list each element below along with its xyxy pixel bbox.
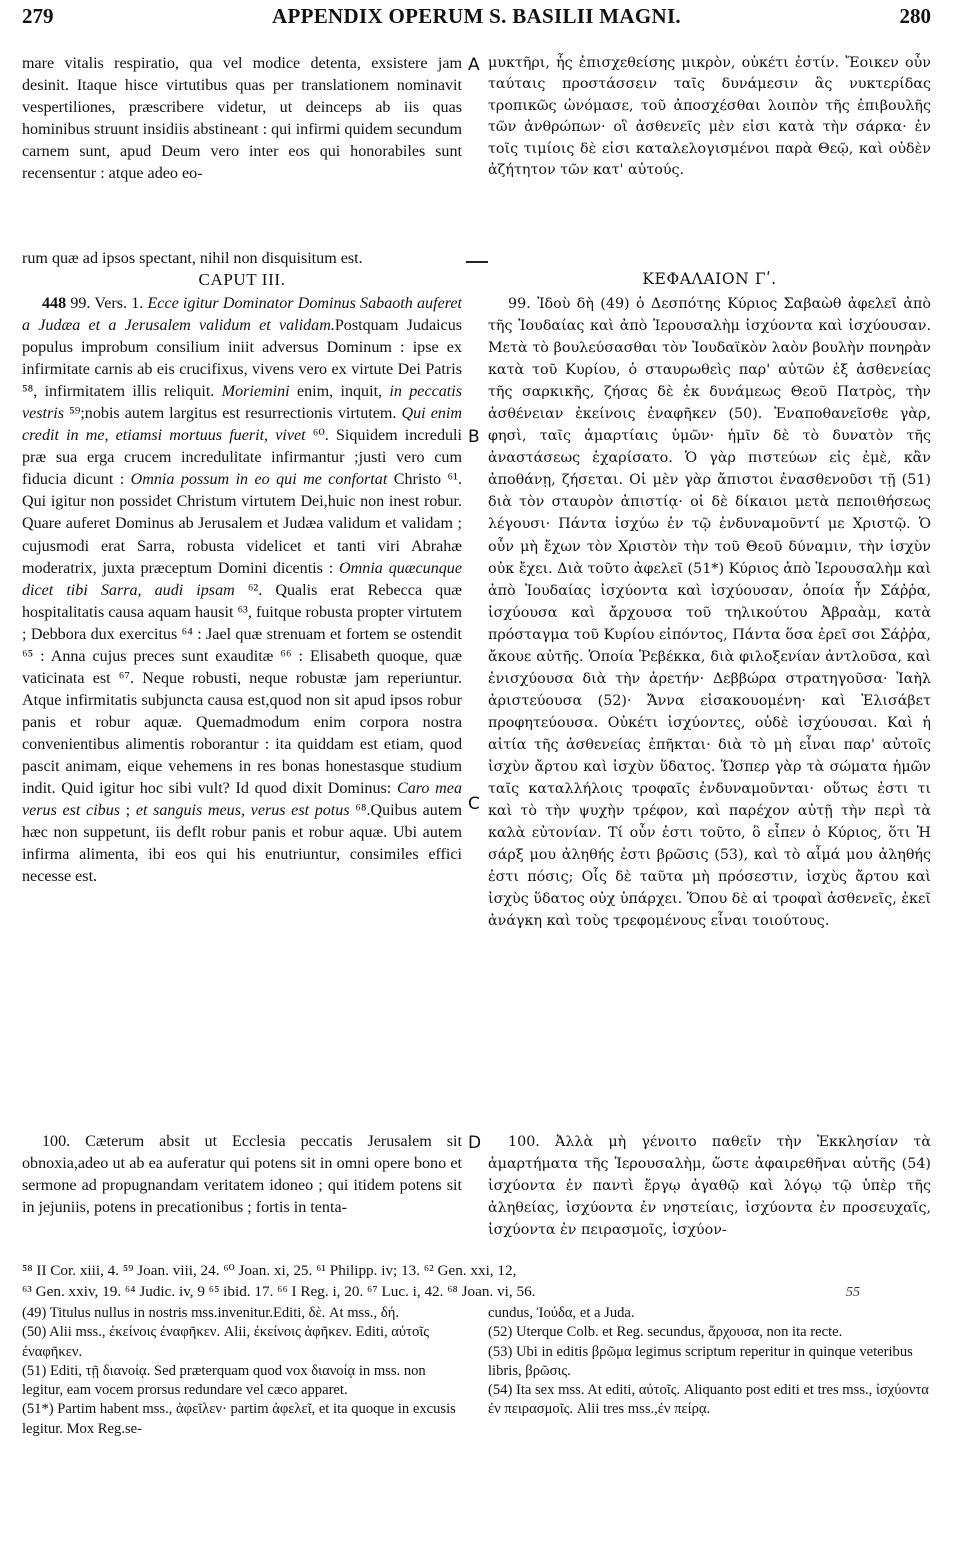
text-run: Christo ⁶¹. Qui igitur non possidet Christum virtutem Dei,huic non inest robur. Quare auferet Dominus ab Jerusalem et Judæa validum et validam ; cujusmodi erat Sarra, robusta videlicet et tanti viri Abrahæ moderatrix, juxta præceptum Domini dicentis : <box>22 471 462 577</box>
chapter-heading-greek: ΚΕΦΑΛΑΙΟΝ Γʹ. <box>642 270 777 288</box>
scripture-refs-line-1: ⁵⁸ II Cor. xiii, 4. ⁵⁹ Joan. viii, 24. ⁶⁰ Joan. xi, 25. ⁶¹ Philipp. iv; 13. ⁶² Gen. xxi, 12, <box>22 1262 517 1279</box>
quote: Omnia possum in eo qui me confortat <box>130 471 388 489</box>
footnote: (51*) Partim habent mss., ἀφεῖλεν· partim ἀφελεῖ, et ita quoque in excusis legitur. Mox Reg.se- <box>22 1401 456 1437</box>
margin-mark-b: B <box>468 427 480 447</box>
greek-column-top <box>488 53 931 181</box>
quote: Qui enim credit in me, etiamsi mortuus fuerit, vivet <box>22 405 462 445</box>
section-divider <box>466 261 488 263</box>
quote: in peccatis vestris <box>22 383 462 423</box>
margin-mark-d: D <box>468 1133 482 1153</box>
footnote: cundus, Ἰούδα, et a Juda. <box>488 1305 635 1321</box>
footnotes-right <box>488 1304 931 1420</box>
footnote: (53) Ubi in editis βρῶμα legimus scriptum reperitur in quinque veteribus libris, βρῶσις. <box>488 1343 913 1379</box>
quote: Caro mea verus est cibus <box>22 780 462 820</box>
lemma: Ecce igitur Dominator Dominus Sabaoth auferet a Judæa et a Jerusalem validum et validam. <box>22 295 462 335</box>
verse-ref: 99. Vers. 1. <box>66 295 148 312</box>
text-run: ; <box>120 802 136 820</box>
margin-mark-c: C <box>468 794 480 814</box>
greek-column-section-99 <box>488 293 931 932</box>
footnote: (50) Alii mss., ἐκείνοις ἐναφῆκεν. Alii, ἐκείνοις ἀφῆκεν. Editi, αὐτοῖς ἐναφῆκεν. <box>22 1324 430 1360</box>
greek-paragraph-top: μυκτῆρι, ἧς ἐπισχεθείσης μικρὸν, οὐκέτι ἐστίν. Ἔοικεν οὖν ταύταις προστάσσειν ταῖς δυνάμεσιν ἃς νυκτερίδας τροπικῶς ὠνόμασε, τοῦ ἀποσχέσθαι λοιπὸν τῆς ἐπιβουλῆς τῶν ἀνθρώπων· οἳ ἀσθενεῖς μὲν εἰσι κατὰ τὴν σάρκα· ἐν τοῖς τιμίοις δὲ εἰσι καταλελογισμένοι παρὰ Θεῷ, καὶ οὐδὲν ἀζήτητον τῶν κατ' αὐτούς. <box>488 55 931 179</box>
running-header <box>22 4 931 36</box>
latin-paragraph-99 <box>22 293 462 888</box>
handwritten-correction: 55 <box>846 1285 860 1300</box>
quote: Omnia quæcunque dicet tibi Sarra, audi ipsam <box>22 559 462 599</box>
text-run: ⁵⁹;nobis autem largitus est resurrectionis virtutem. <box>64 405 402 423</box>
marginal-number: 448 <box>42 295 67 312</box>
quote: et sanguis meus, verus est potus <box>135 802 350 820</box>
latin-column-top <box>22 53 462 185</box>
greek-paragraph-100: 100. Ἀλλὰ μὴ γένοιτο παθεῖν τὴν Ἐκκλησίαν τὰ ἁμαρτήματα τῆς Ἱερουσαλὴμ, ὥστε ἀφαιρεθῆναι αὐτῆς (54) ἰσχύοντα ἐν παντὶ ἔργῳ ἀγαθῷ καὶ λόγῳ τῷ ὑπὲρ τῆς ἀληθείας, ἰσχύοντα ἐν νηστείαις, ἰσχύοντα ἐν προσευχαῖς, ἰσχύοντα ἐν πειρασμοῖς, ἰσχύον- <box>488 1134 931 1239</box>
scripture-refs-line-2: ⁶³ Gen. xxiv, 19. ⁶⁴ Judic. iv, 9 ⁶⁵ ibid. 17. ⁶⁶ I Reg. i, 20. ⁶⁷ Luc. i, 42. ⁶⁸ Joan. vi, 56. <box>22 1283 536 1300</box>
chapter-heading-latin: CAPUT III. <box>198 270 286 289</box>
footnote: (49) Titulus nullus in nostris mss.invenitur.Editi, δὲ. At mss., δή. <box>22 1305 399 1321</box>
text-run: ⁶⁰. Siquidem increduli præ sua erga crucem incredulitate infirmantur ;justi vero cum fiducia dicunt : <box>22 427 462 489</box>
latin-column-section-99 <box>22 293 462 888</box>
text-run: Postquam Judaicus populus improbum consilium iniit adversus Dominum : ipse ex infirmitate carnis ab eis crucifixus, vivens vero ex virtute Dei Patris ⁵⁸, infirmitatem illis reliquit. <box>22 317 463 401</box>
text-run: ⁶². Qualis erat Rebecca quæ hospitalitatis causa aquam hausit ⁶³, fuitque robusta propter virtutem ; Debbora dux exercitus ⁶⁴ : Jael quæ strenuam et fortem se ostendit ⁶⁵ : Anna cujus preces sunt exauditæ ⁶⁶ : Elisabeth quoque, quæ vaticinata est ⁶⁷. Neque robusti, neque robustæ jam reperiuntur. Atque infirmitatis subjuncta causa est,quod non sit apud ipsos robur panis et robur aquæ. Quemadmodum enim corpora nostra convenientibus alimentis roborantur : ita quiddam est etiam, quod pascit animam, eique vehemens in res bonas honestasque studium indit. Quid igitur hoc sibi vult? Id quod dixit Dominus: <box>22 581 462 798</box>
greek-paragraph-99: 99. Ἰδοὺ δὴ (49) ὁ Δεσπότης Κύριος Σαβαὼθ ἀφελεῖ ἀπὸ τῆς Ἰουδαίας καὶ ἀπὸ Ἱερουσαλὴμ ἰσχύοντα καὶ ἰσχύουσαν. Μετὰ τὸ βουλεύσασθαι τὸν Ἰουδαϊκὸν λαὸν βουλὴν πονηρὰν κατὰ τοῦ Κυρίου, ὁ σταυρωθεὶς παρ' αὐτῶν ἐξ ἀσθενείας τῆς σαρκικῆς, ζήσας δὲ ἐκ δυνάμεως Θεοῦ Πατρὸς, τὴν ἀσθένειαν ἐκείνοις ἐναφῆκεν (50). Ἐναποθανεῖσθε γὰρ, φησὶ, ταῖς ἁμαρτίαις ὑμῶν· ἡμῖν δὲ τὸ δυνατὸν τῆς ἀναστάσεως ἐχαρίσατο. Ὁ γὰρ πιστεύων εἰς ἐμὲ, κἂν ἀποθάνῃ, ζήσεται. Οἱ μὲν γὰρ ἄπιστοι ἐνασθενοῦσι τῇ (51) διὰ τὸν σταυρὸν ἀπιστίᾳ· οἱ δὲ δίκαιοι μετὰ πεποιθήσεως λέγουσι· Πάντα ἰσχύω ἐν τῷ ἐνδυναμοῦντί με Χριστῷ. Ὁ οὖν μὴ ἔχων τὸν Χριστὸν τὴν τοῦ Θεοῦ δύναμιν, τὴν ἰσχὺν οὐκ ἔχει. Διὰ τοῦτο ἀφελεῖ (51*) Κύριος ἀπὸ Ἱερουσαλὴμ καὶ ἀπὸ Ἰουδαίας ἰσχύοντα καὶ ἰσχύουσαν, ὁποία ἦν Σάῤῥα, ἰσχύουσα καὶ ἄρχουσα τοῦ τηλικούτου Ἀβραὰμ, κατὰ πρόσταγμα τοῦ Κυρίου εἰπόντος, Πάντα ὅσα ἐρεῖ σοι Σάῤῥα, ἄκουε αὐτῆς. Ὁποία Ῥεβέκκα, διὰ φιλοξενίαν ἀντλοῦσα, καὶ ἐνισχύουσα διὰ τὴν ἀρετήν· Δεββώρα στρατηγοῦσα· Ἰαὴλ ἀριστεύουσα (52)· Ἄννα εἰσακουομένη· καὶ Ἐλισάβετ προφητεύουσα. Οὐκέτι ἰσχύοντες, οὐδὲ ἰσχύουσαι. Καὶ ἡ αἰτία τῆς ἀσθενείας ἐπῆκται· διὰ τὸ μὴ εἶναι παρ' αὐτοῖς ἰσχὺν ἄρτου καὶ ἰσχὺν ὕδατος. Ὥσπερ γὰρ τὰ σώματα ἡμῶν ταῖς καταλλήλοις τροφαῖς ἐνδυναμοῦνται· οὕτως ἐστι τι καὶ τὸ τὴν ψυχὴν τρέφον, καὶ παρέχον αὐτῇ τὴν περὶ τὰ καλὰ εὐτονίαν. Τί οὖν ἐστι τοῦτο, ὃ εἶπεν ὁ Κύριος, ὅτι Ἡ σάρξ μου ἀληθής ἐστι βρῶσις (53), καὶ τὸ αἷμά μου ἀληθής ἐστι πόσις; Οἷς δὲ ταῦτα μὴ πρόσεστιν, ἰσχὺς ἄρτου καὶ ἰσχὺς ὕδατος οὐχ ὑπάρχει. Ὅπου δὲ αἱ τροφαὶ ἀσθενεῖς, ἐκεῖ ἀνάγκη καὶ τοὺς τρεφομένους εἶναι τοιούτους. <box>488 296 931 930</box>
footnote: (52) Uterque Colb. et Reg. secundus, ἄρχουσα, non ita recte. <box>488 1324 843 1341</box>
quote: Moriemini <box>221 383 290 401</box>
text-run: ⁶⁸.Quibus autem hæc non suppetunt, iis deflt robur panis et robur aquæ. Ubi autem infirma alimenta, ibi eos qui his enutriuntur, consimiles effici necesse est. <box>22 802 462 886</box>
footnote: (54) Ita sex mss. At editi, αὐτοῖς. Aliquanto post editi et tres mss., ἰσχύοντα ἐν πειρασμοῖς. Alii tres mss.,ἐν πείρᾳ. <box>488 1382 929 1418</box>
footnote: (51) Editi, τῇ διανοίᾳ. Sed præterquam quod vox διανοίᾳ in mss. non legitur, eam vocem prorsus redundare vel cæco apparet. <box>22 1362 426 1399</box>
margin-mark-a: A <box>468 55 480 75</box>
greek-column-section-100 <box>488 1131 931 1241</box>
page-number-left: 279 <box>22 4 54 28</box>
latin-tail-line: rum quæ ad ipsos spectant, nihil non disquisitum est. <box>22 250 363 267</box>
latin-paragraph-100: 100. Cæterum absit ut Ecclesia peccatis Jerusalem sit obnoxia,adeo ut ab ea auferatur qui potens sit in omni opere bono et sermone ad propugnandam veritatem idoneo ; qui itidem potens sit in jejuniis, potens in precationibus ; fortis in tenta- <box>22 1133 462 1217</box>
footnotes-left <box>22 1304 464 1439</box>
page-number-right: 280 <box>899 4 931 28</box>
running-title: APPENDIX OPERUM S. BASILII MAGNI. <box>272 4 681 28</box>
latin-column-section-100 <box>22 1131 462 1219</box>
text-run: enim, inquit, <box>289 383 390 401</box>
latin-paragraph-top: mare vitalis respiratio, qua vel modice detenta, exsistere jam desinit. Itaque hisce virtutibus quas per translationem nominavit vespertiliones, præscribere videtur, ut deinceps ab iis quas hominibus struunt insidiis abstineant : qui infirmi quidem secundum carnem sunt, apud Deum vero inter eos qui honorabiles sunt recensentur : atque adeo eo- <box>22 55 462 183</box>
